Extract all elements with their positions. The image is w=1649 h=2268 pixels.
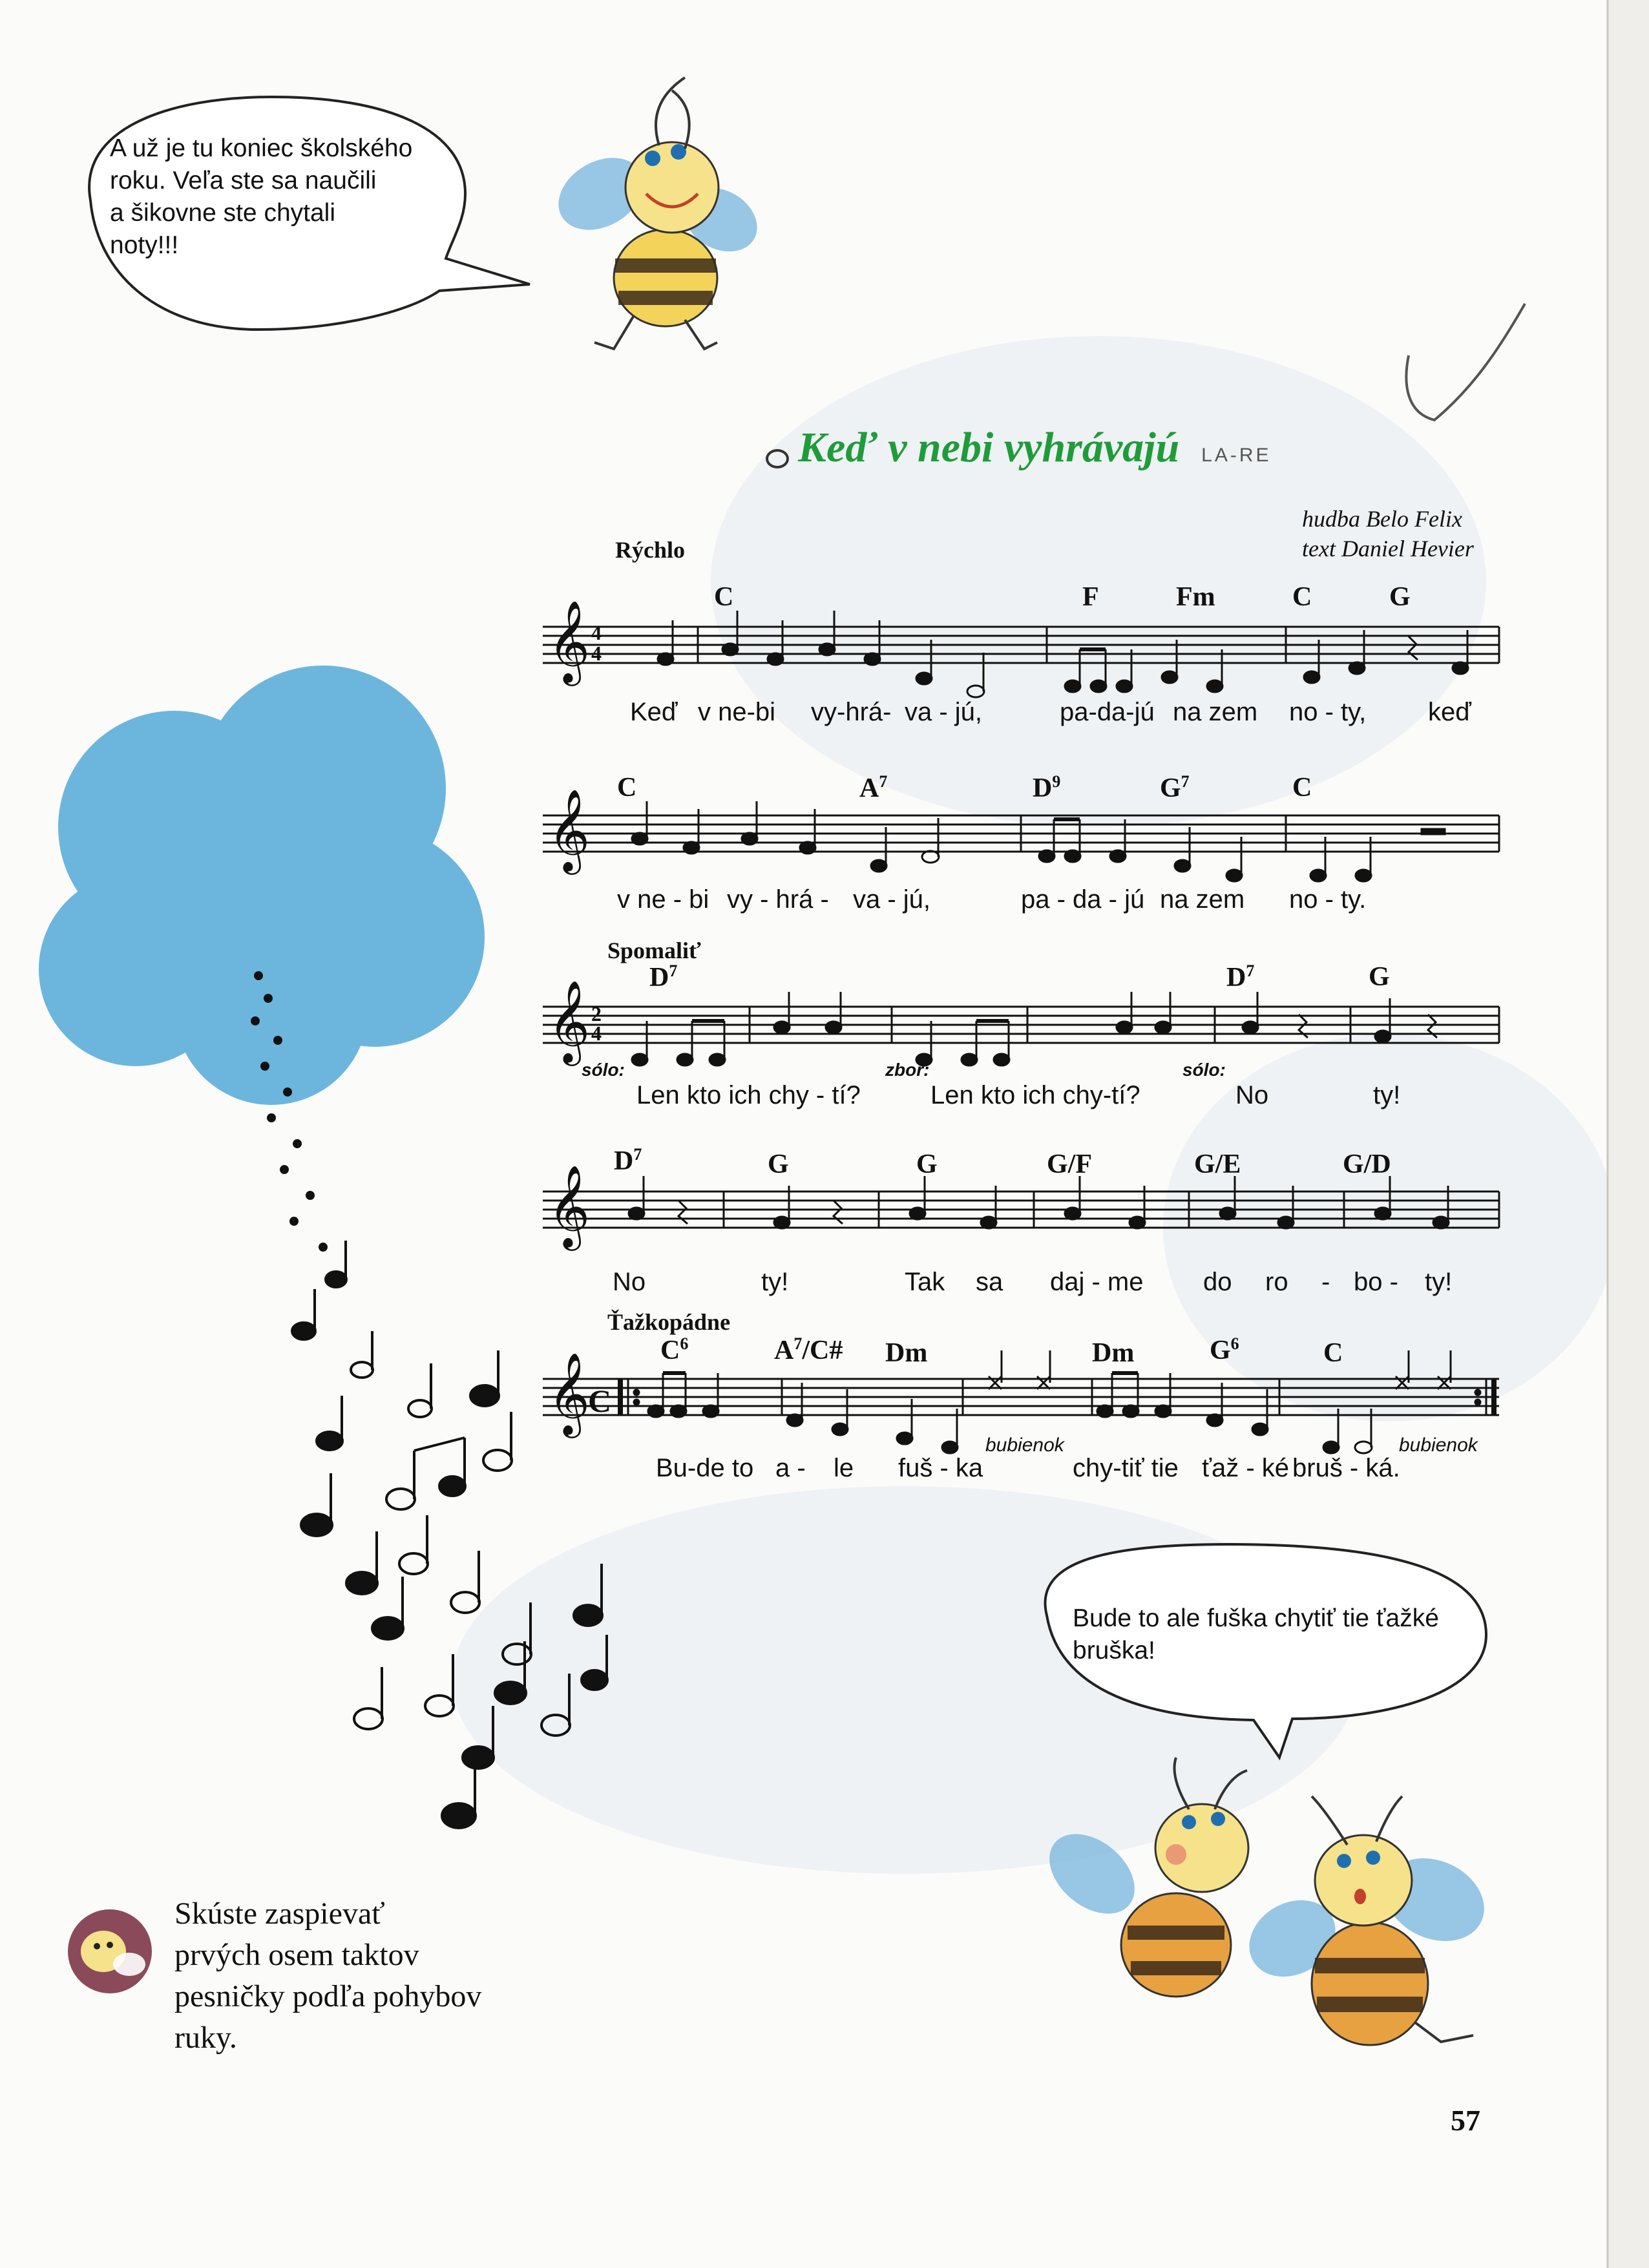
song-title: Keď v nebi vyhrávajú [798,424,1180,471]
lyric: ťaž - ké [1202,1454,1290,1482]
lyric: ty! [1373,1081,1401,1109]
credit-text: text Daniel Hevier [1302,536,1474,562]
chord-symbol: $D^7$ [614,1145,642,1176]
chord-symbol: C [1292,582,1312,612]
bubble-line: noty!!! [110,231,179,259]
lyric: na zem [1160,885,1245,914]
chord-symbol: C [1323,1338,1343,1368]
lyric: v ne-bi [698,698,776,726]
lyric: pa-da-jú [1060,698,1155,726]
chord-symbol: C [617,773,637,803]
lyric: ty! [761,1268,789,1296]
lyric: No [1235,1081,1269,1109]
lyric: no - ty. [1289,885,1367,914]
lyric: na zem [1173,698,1258,726]
chord-symbol: $G^6$ [1210,1334,1239,1365]
chord-symbol: F [1082,582,1099,612]
chord-symbol: Dm [1092,1338,1135,1368]
lyric: sa [976,1268,1003,1296]
chord-symbol: $G^7$ [1160,772,1190,803]
singing-instruction [174,1893,481,2059]
lyric: do [1203,1268,1232,1296]
role-label: sólo: [1182,1060,1226,1080]
svg-text:𝄞: 𝄞 [548,600,591,682]
handwritten-checkmark [1406,304,1525,420]
chord-symbol: G/E [1194,1150,1241,1179]
bubble-line: A už je tu koniec školského [110,134,413,162]
svg-text:𝄞: 𝄞 [548,1352,591,1434]
lyric: bo - [1354,1268,1398,1296]
bubble-line: a šikovne ste chytali [110,199,336,227]
lyric: Len kto ich chy-tí? [930,1081,1140,1109]
chord-symbol: G [1389,582,1411,612]
speech-bubble-top [110,132,459,262]
chord-symbol: C [714,582,734,612]
lyric: v ne - bi [617,885,709,914]
lyric: va - jú, [853,885,931,914]
svg-text:4: 4 [591,1022,602,1045]
bee-illustration-top [545,78,768,349]
lyric: Keď [630,698,678,726]
tempo-marking: Spomaliť [607,938,701,963]
bubble-line: Bude to ale fuška chytiť tie ťažké [1073,1604,1439,1632]
svg-text:𝄞: 𝄞 [548,980,591,1062]
lyric: daj - me [1050,1268,1144,1296]
chord-symbol: $D^7$ [649,961,678,992]
chord-symbol: G [916,1150,938,1179]
singing-bee-icon [68,1909,152,1993]
instruction-line: Skúste zaspievať [174,1896,385,1931]
lyric: - [1321,1268,1330,1296]
lyric: vy - hrá - [727,885,829,914]
lyric: chy-tiť tie [1073,1454,1179,1482]
svg-text:C: C [588,1383,612,1419]
lyric: le [834,1454,854,1482]
chord-symbol: G [1369,962,1390,992]
instrument-label: bubienok [985,1434,1064,1456]
bee-illustration-right [1235,1796,1498,2045]
speech-bubble-bottom [1073,1602,1473,1667]
lyric: keď [1428,698,1471,726]
chord-symbol: $A^7/C\#$ [774,1334,843,1365]
lyric: no - ty, [1289,698,1367,726]
role-label: zbor: [885,1060,930,1080]
chord-symbol: $C^6$ [660,1334,689,1365]
blue-flower-illustration [39,666,485,1105]
lyric: Bu-de to [656,1454,754,1482]
lyric: bruš - ká. [1292,1454,1400,1482]
lyric: ro [1265,1268,1288,1296]
chord-symbol: $D^7$ [1226,961,1255,992]
page-number: 57 [1451,2104,1480,2137]
circle-mark-icon [766,449,789,468]
chord-symbol: $A^7$ [859,772,888,803]
lyric: vy-hrá- [811,698,892,726]
chord-symbol: Fm [1176,582,1215,612]
svg-text:𝄞: 𝄞 [548,788,591,871]
lyric: pa - da - jú [1021,885,1145,914]
bubble-line: roku. Veľa ste sa naučili [110,167,377,194]
role-label: sólo: [582,1060,625,1080]
lyric: a - [775,1454,806,1482]
svg-text:2: 2 [591,1002,602,1025]
handwritten-note: LA-RE [1201,445,1272,466]
chord-symbol: G/D [1343,1150,1391,1179]
chord-symbol: $D^9$ [1033,772,1061,803]
instruction-line: prvých osem taktov [174,1938,419,1972]
lyric: ty! [1425,1268,1453,1296]
chord-symbol: G/F [1047,1150,1092,1179]
svg-text:4: 4 [591,621,602,644]
credit-music: hudba Belo Felix [1302,506,1462,532]
lyric: Len kto ich chy - tí? [636,1081,861,1109]
song-title-row [766,423,1272,472]
svg-text:4: 4 [591,642,602,665]
svg-text:𝄞: 𝄞 [548,1164,591,1247]
lyric: fuš - ka [898,1454,983,1482]
tempo-marking: Rýchlo [615,537,685,563]
chord-symbol: C [1292,773,1312,803]
instruction-line: ruky. [174,2021,237,2055]
song-credits [1302,504,1474,563]
tempo-marking: Ťažkopádne [607,1309,731,1335]
chord-symbol: G [768,1150,789,1179]
bubble-line: bruška! [1073,1637,1155,1664]
lyric: va - jú, [905,698,983,726]
instrument-label: bubienok [1399,1434,1478,1456]
lyric: Tak [905,1268,945,1296]
instruction-line: pesničky podľa pohybov [174,1979,482,2013]
lyric: No [613,1268,646,1296]
chord-symbol: Dm [885,1338,928,1368]
